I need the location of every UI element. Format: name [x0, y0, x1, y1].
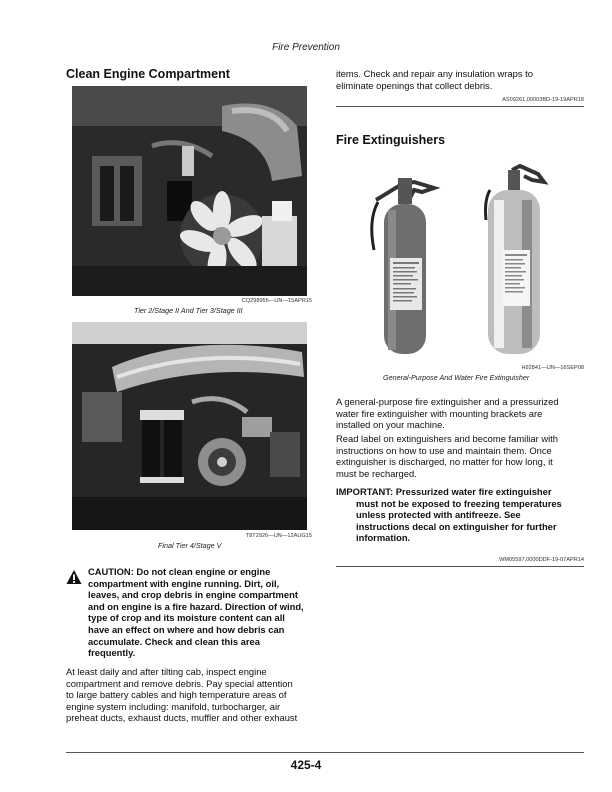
- important-line: must not be exposed to freezing temperatures: [356, 497, 562, 509]
- section-title-fire-extinguishers: Fire Extinguishers: [336, 133, 446, 147]
- caution-line: and on engine is a fire hazard. Direction of wind,: [88, 600, 304, 612]
- body-line: At least daily and after tilting cab, inspect engine: [66, 666, 267, 677]
- body-line: engine system including: manifold, turbocharger, air: [66, 700, 281, 712]
- footer-rule: [66, 752, 584, 753]
- body-line: Read label on extinguishers and become familiar with: [336, 433, 558, 444]
- image-ref-2: T8T2926—UN—12AUG15: [245, 533, 312, 539]
- section-title-clean-engine: Clean Engine Compartment: [66, 67, 230, 81]
- body-line: compartment and remove debris. Pay special attention: [66, 677, 293, 689]
- important-line: unless protected with antifreeze. See: [356, 509, 521, 521]
- warning-triangle-icon: [66, 569, 82, 585]
- section-divider: [336, 566, 584, 567]
- caution-line: CAUTION: Do not clean engine or engine: [88, 566, 271, 577]
- body-line: must be recharged.: [336, 467, 417, 479]
- image-caption-1: Tier 2/Stage II And Tier 3/Stage III: [134, 306, 243, 315]
- caution-line: accumulate. Check and clean this area: [88, 635, 260, 647]
- important-line: instructions decal on extinguisher for further: [356, 520, 557, 532]
- running-head: Fire Prevention: [272, 42, 340, 53]
- important-line: IMPORTANT: Pressurized water fire extinguisher: [336, 486, 552, 497]
- image-caption-2: Final Tier 4/Stage V: [158, 541, 222, 550]
- body-line: water fire extinguisher with mounting brackets are: [336, 407, 543, 419]
- caution-line: frequently.: [88, 647, 136, 659]
- fire-ext-para-1: [336, 396, 586, 431]
- caution-line: compartment with engine running. Dirt, oil,: [88, 577, 280, 589]
- doc-ref-2: WM05597,0000DDF-19-07APR14: [499, 557, 584, 563]
- body-line: items. Check and repair any insulation wraps to: [336, 68, 533, 79]
- image-ref-3: H92841—UN—16SEP08: [521, 365, 584, 371]
- section-divider: [336, 106, 584, 107]
- body-line: installed on your machine.: [336, 419, 445, 431]
- body-line: eliminate openings that collect debris.: [336, 79, 493, 91]
- engine-photo-final-tier4: [72, 322, 307, 530]
- caution-line: type of crop and its moisture content can all: [88, 612, 285, 624]
- page-number: 425-4: [290, 758, 322, 772]
- fire-ext-para-2: [336, 433, 586, 479]
- image-caption-3: General-Purpose And Water Fire Extinguisher: [383, 373, 530, 382]
- body-line: preheat ducts, exhaust ducts, muffler and other exhaust: [66, 712, 298, 724]
- engine-photo-tier2-3: [72, 86, 307, 296]
- important-notice: [336, 486, 586, 544]
- caution-line: leaves, and crop debris in engine compartment: [88, 589, 298, 601]
- body-line: to large battery cables and high temperature areas of: [66, 689, 287, 701]
- image-ref-1: CQ298955—UN—15APR15: [241, 298, 312, 304]
- body-line: extinguisher is discharged, no matter for how long, it: [336, 456, 553, 468]
- caution-line: have an effect on where and how debris can: [88, 623, 285, 635]
- important-line: information.: [356, 532, 411, 544]
- fire-extinguishers-photo: [362, 160, 562, 360]
- doc-ref-1: AS09261,00003BD-19-19APR18: [502, 97, 584, 103]
- continued-text: [336, 68, 586, 91]
- clean-engine-body: [66, 666, 316, 724]
- body-line: A general-purpose fire extinguisher and a pressurized: [336, 396, 559, 407]
- body-line: instructions on how to use and maintain them. Once: [336, 444, 552, 456]
- caution-text: [88, 566, 318, 659]
